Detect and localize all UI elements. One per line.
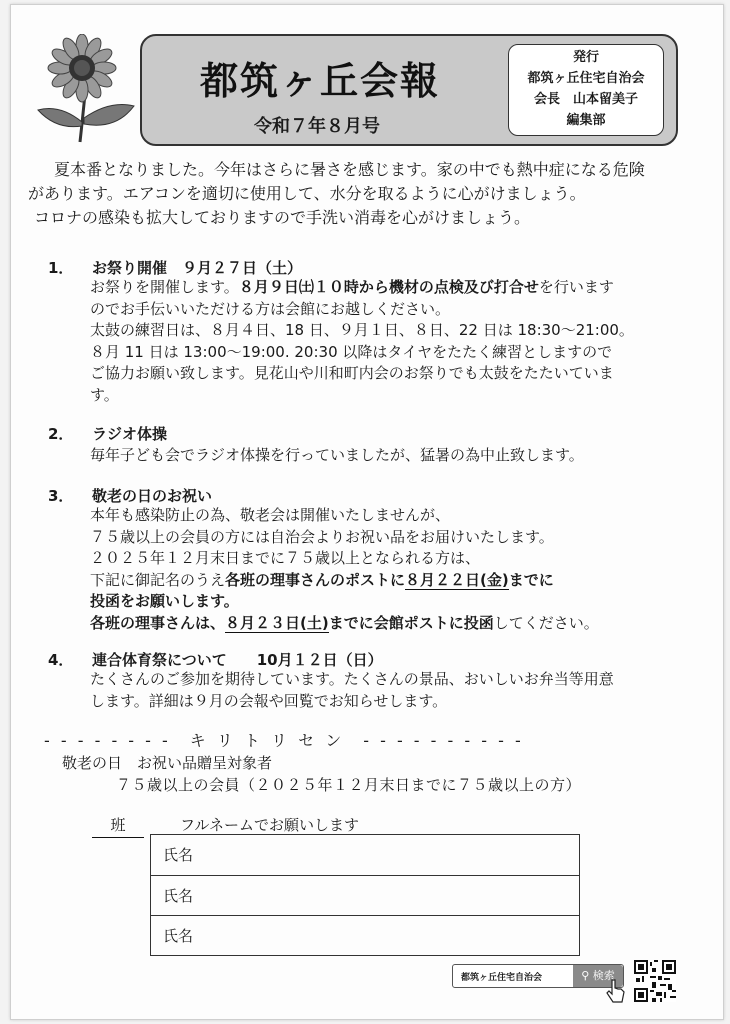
section-body bbox=[90, 669, 730, 712]
deadline-date: ８月２２日(金) bbox=[405, 570, 509, 589]
body-line: 毎年子ども会でラジオ体操を行っていましたが、猛暑の為中止致します。 bbox=[90, 446, 584, 464]
section-title: 連合体育祭について 10月１２日（日） bbox=[92, 651, 383, 669]
search-text: 都筑ヶ丘住宅自治会 bbox=[461, 973, 543, 983]
fullname-note: フルネームでお願いします bbox=[180, 816, 359, 834]
body-line bbox=[90, 570, 730, 592]
emphasis-text: ８月９日㈯１０時から機材の点検及び打合せ bbox=[238, 278, 539, 296]
body-line bbox=[90, 591, 730, 613]
text-span: を行います bbox=[538, 278, 614, 296]
section-number: 1． bbox=[48, 259, 74, 277]
name-field[interactable]: 氏名 bbox=[163, 846, 194, 864]
body-line: ８月 11 日は 13:00～19:00. 20:30 以降はタイヤをたたく練習としますので bbox=[90, 342, 613, 361]
intro-line: 夏本番となりました。今年はさらに暑さを感じます。家の中でも熱中症になる危険 bbox=[54, 160, 645, 179]
text-span: してください。 bbox=[493, 613, 599, 632]
form-subject: 敬老の日 お祝い品贈呈対象者 bbox=[62, 754, 273, 772]
text-span: お祭りを開催します。 bbox=[90, 278, 239, 296]
body-line: ７５歳以上の会員の方には自治会よりお祝い品をお届けいたします。 bbox=[90, 527, 554, 546]
emphasis-text: 各班の理事さんのポストに bbox=[225, 570, 406, 589]
body-line: す。 bbox=[90, 385, 119, 404]
intro-paragraph bbox=[28, 158, 688, 230]
pointer-hand-icon bbox=[606, 978, 626, 1004]
qr-code-icon[interactable] bbox=[634, 960, 676, 1002]
name-field[interactable]: 氏名 bbox=[151, 875, 579, 915]
section-body bbox=[90, 505, 730, 634]
section-title: ラジオ体操 bbox=[92, 425, 168, 443]
page-title: 都筑ヶ丘会報 bbox=[200, 59, 441, 103]
publisher-chair: 会長 山本留美子 bbox=[533, 92, 638, 107]
body-line: 太鼓の練習日は、８月４日、18 日、９月１日、８日、22 日は 18:30～21:00。 bbox=[90, 321, 634, 339]
publisher-dept: 編集部 bbox=[566, 113, 606, 128]
body-line: ２０２５年１２月末日までに７５歳以上となられる方は、 bbox=[90, 549, 481, 567]
publisher-label: 発行 bbox=[572, 50, 599, 65]
han-label: 班 bbox=[92, 814, 144, 838]
section-title: お祭り開催 ９月２７日（土） bbox=[92, 259, 303, 277]
text-span: 下記に御記名のうえ bbox=[90, 570, 226, 589]
search-button-label: 検索 bbox=[592, 969, 615, 982]
form-condition: ７５歳以上の会員（２０２５年１２月末日までに７５歳以上の方） bbox=[116, 776, 582, 794]
name-table bbox=[150, 834, 580, 956]
section-title: 敬老の日のお祝い bbox=[92, 487, 213, 505]
body-line: ご協力お願い致します。見花山や川和町内会のお祭りでも太鼓をたたいていま bbox=[90, 364, 614, 382]
section-body bbox=[90, 277, 730, 406]
publisher-box bbox=[508, 44, 664, 136]
emphasis-text: までに会館ポストに投函 bbox=[328, 613, 494, 632]
emphasis-text: 各班の理事さんは、 bbox=[90, 613, 226, 632]
section-number: 3． bbox=[48, 487, 74, 505]
section-body bbox=[90, 445, 730, 467]
deadline-date: ８月２３日(土) bbox=[225, 613, 329, 632]
search-box[interactable] bbox=[452, 964, 624, 988]
emphasis-text: までに bbox=[508, 570, 554, 589]
intro-line: コロナの感染も拡大しておりますので手洗い消毒を心がけましょう。 bbox=[34, 208, 531, 227]
cut-line: - - - - - - - - キ リ ト リ セ ン - - - - - - - - - - bbox=[44, 731, 524, 750]
section-number: 2． bbox=[48, 425, 74, 443]
body-line: します。詳細は９月の会報や回覧でお知らせします。 bbox=[90, 691, 448, 710]
issue-date: 令和７年８月号 bbox=[254, 116, 380, 137]
body-line: 本年も感染防止の為、敬老会は開催いたしませんが、 bbox=[90, 506, 451, 524]
section-number: 4． bbox=[48, 651, 74, 669]
search-icon: ⚲ bbox=[581, 969, 590, 982]
body-line: のでお手伝いいただける方は会館にお越しください。 bbox=[90, 299, 451, 318]
sunflower-icon bbox=[30, 34, 140, 146]
body-line bbox=[90, 613, 730, 635]
intro-line: があります。エアコンを適切に使用して、水分を取るように心がけましょう。 bbox=[28, 184, 586, 203]
body-line bbox=[90, 277, 730, 299]
publisher-org: 都筑ヶ丘住宅自治会 bbox=[527, 71, 645, 86]
body-line: たくさんのご参加を期待しています。たくさんの景品、おいしいお弁当等用意 bbox=[90, 670, 614, 688]
name-field[interactable]: 氏名 bbox=[151, 915, 579, 955]
emphasis-text: 投函をお願いします。 bbox=[90, 592, 239, 610]
